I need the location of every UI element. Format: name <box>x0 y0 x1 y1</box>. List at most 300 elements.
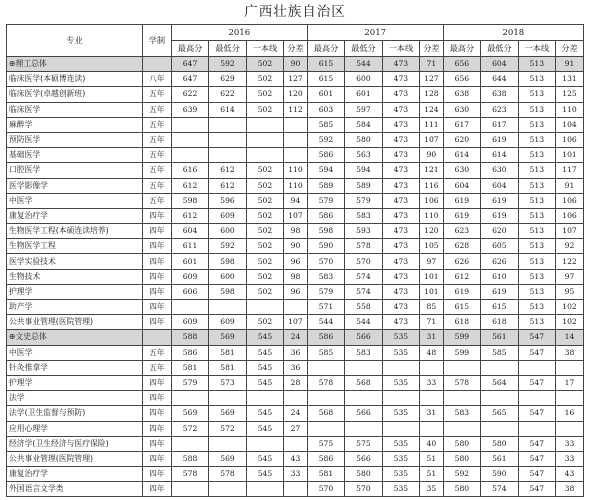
first-tier-line-cell: 502 <box>246 102 283 117</box>
header-year-2017: 2017 <box>307 25 443 41</box>
header-max: 最高分 <box>171 41 208 57</box>
max-score-cell: 638 <box>443 87 480 102</box>
max-score-cell <box>171 300 208 315</box>
max-score-cell: 606 <box>171 284 208 299</box>
max-score-cell <box>171 436 208 451</box>
first-tier-line-cell: 473 <box>382 132 419 147</box>
min-score-cell: 609 <box>209 315 246 330</box>
min-score-cell: 569 <box>209 451 246 466</box>
first-tier-line-cell: 513 <box>518 269 555 284</box>
first-tier-line-cell <box>382 360 419 375</box>
min-score-cell: 598 <box>209 284 246 299</box>
first-tier-line-cell <box>246 117 283 132</box>
first-tier-line-cell: 547 <box>518 330 555 345</box>
first-tier-line-cell: 502 <box>246 178 283 193</box>
score-diff-cell: 95 <box>556 284 584 299</box>
first-tier-line-cell: 473 <box>382 117 419 132</box>
max-score-cell: 589 <box>307 178 344 193</box>
header-max: 最高分 <box>443 41 480 57</box>
table-row <box>7 406 584 421</box>
first-tier-line-cell: 535 <box>382 467 419 482</box>
min-score-cell: 610 <box>481 269 518 284</box>
first-tier-line-cell: 535 <box>382 406 419 421</box>
duration-cell: 五年 <box>142 117 171 132</box>
max-score-cell <box>307 360 344 375</box>
min-score-cell: 574 <box>481 482 518 497</box>
max-score-cell: 579 <box>307 193 344 208</box>
first-tier-line-cell: 513 <box>518 117 555 132</box>
max-score-cell: 601 <box>307 87 344 102</box>
max-score-cell: 620 <box>443 132 480 147</box>
max-score-cell: 581 <box>171 360 208 375</box>
first-tier-line-cell: 535 <box>382 436 419 451</box>
min-score-cell: 570 <box>345 482 382 497</box>
max-score-cell: 609 <box>171 315 208 330</box>
max-score-cell: 570 <box>307 254 344 269</box>
first-tier-line-cell: 473 <box>382 315 419 330</box>
score-diff-cell: 98 <box>284 224 308 239</box>
max-score-cell: 615 <box>443 300 480 315</box>
score-diff-cell: 24 <box>284 330 308 345</box>
score-diff-cell: 102 <box>556 300 584 315</box>
duration-cell: 四年 <box>142 315 171 330</box>
first-tier-line-cell: 545 <box>246 330 283 345</box>
max-score-cell: 599 <box>443 345 480 360</box>
max-score-cell: 630 <box>443 102 480 117</box>
first-tier-line-cell: 473 <box>382 284 419 299</box>
score-diff-cell: 111 <box>420 117 444 132</box>
first-tier-line-cell: 502 <box>246 163 283 178</box>
table-row <box>7 391 584 406</box>
max-score-cell <box>443 360 480 375</box>
header-line: 一本线 <box>382 41 419 57</box>
major-name: 生物医学工程(本硕连读培养) <box>7 224 143 239</box>
duration-cell: 五年 <box>142 102 171 117</box>
table-row <box>7 72 584 87</box>
score-diff-cell: 24 <box>284 406 308 421</box>
duration-cell: 五年 <box>142 132 171 147</box>
max-score-cell <box>307 391 344 406</box>
table-row <box>7 178 584 193</box>
min-score-cell <box>345 391 382 406</box>
max-score-cell: 639 <box>171 102 208 117</box>
major-name: 应用心理学 <box>7 421 143 436</box>
first-tier-line-cell: 547 <box>518 451 555 466</box>
first-tier-line-cell: 502 <box>246 269 283 284</box>
score-diff-cell: 106 <box>556 193 584 208</box>
max-score-cell <box>171 132 208 147</box>
first-tier-line-cell: 513 <box>518 254 555 269</box>
min-score-cell: 575 <box>345 436 382 451</box>
score-diff-cell <box>420 391 444 406</box>
first-tier-line-cell: 535 <box>382 451 419 466</box>
first-tier-line-cell: 513 <box>518 300 555 315</box>
min-score-cell: 638 <box>481 87 518 102</box>
max-score-cell: 630 <box>443 163 480 178</box>
min-score-cell: 617 <box>481 117 518 132</box>
first-tier-line-cell: 545 <box>246 345 283 360</box>
score-diff-cell: 40 <box>420 436 444 451</box>
score-diff-cell: 127 <box>284 72 308 87</box>
score-diff-cell: 101 <box>420 284 444 299</box>
max-score-cell: 619 <box>443 208 480 223</box>
first-tier-line-cell: 473 <box>382 163 419 178</box>
first-tier-line-cell <box>246 482 283 497</box>
major-name: ⊕文史总体 <box>7 330 143 345</box>
scores-table <box>6 24 584 497</box>
min-score-cell <box>209 300 246 315</box>
min-score-cell: 622 <box>209 87 246 102</box>
major-name: 针灸推拿学 <box>7 360 143 375</box>
score-diff-cell: 110 <box>284 163 308 178</box>
min-score-cell: 581 <box>209 360 246 375</box>
major-name: ⊕理工总体 <box>7 57 143 72</box>
max-score-cell: 583 <box>443 406 480 421</box>
duration-cell: 四年 <box>142 269 171 284</box>
table-row <box>7 102 584 117</box>
table-row <box>7 117 584 132</box>
max-score-cell: 612 <box>443 269 480 284</box>
first-tier-line-cell: 502 <box>246 284 283 299</box>
table-row <box>7 254 584 269</box>
min-score-cell: 592 <box>209 57 246 72</box>
max-score-cell: 647 <box>171 72 208 87</box>
table-row <box>7 284 584 299</box>
score-diff-cell: 36 <box>284 360 308 375</box>
max-score-cell: 586 <box>307 330 344 345</box>
max-score-cell: 588 <box>171 330 208 345</box>
first-tier-line-cell <box>246 391 283 406</box>
score-diff-cell: 106 <box>420 193 444 208</box>
score-diff-cell: 94 <box>284 193 308 208</box>
min-score-cell: 623 <box>481 102 518 117</box>
first-tier-line-cell: 547 <box>518 467 555 482</box>
max-score-cell: 598 <box>171 193 208 208</box>
header-max: 最高分 <box>307 41 344 57</box>
first-tier-line-cell: 513 <box>518 178 555 193</box>
table-row <box>7 87 584 102</box>
score-diff-cell <box>420 360 444 375</box>
max-score-cell: 580 <box>443 436 480 451</box>
min-score-cell: 544 <box>345 57 382 72</box>
score-diff-cell: 112 <box>284 102 308 117</box>
first-tier-line-cell: 545 <box>246 467 283 482</box>
min-score-cell: 614 <box>209 102 246 117</box>
score-diff-cell: 120 <box>420 224 444 239</box>
header-year-2018: 2018 <box>443 25 583 41</box>
duration-cell: 四年 <box>142 300 171 315</box>
score-diff-cell: 97 <box>420 254 444 269</box>
max-score-cell: 583 <box>307 269 344 284</box>
table-row <box>7 451 584 466</box>
first-tier-line-cell: 513 <box>518 224 555 239</box>
min-score-cell: 578 <box>345 239 382 254</box>
duration-cell: 四年 <box>142 451 171 466</box>
table-row <box>7 269 584 284</box>
min-score-cell: 566 <box>345 406 382 421</box>
first-tier-line-cell <box>246 300 283 315</box>
header-min: 最低分 <box>209 41 246 57</box>
first-tier-line-cell: 502 <box>246 315 283 330</box>
score-diff-cell: 51 <box>420 451 444 466</box>
min-score-cell: 590 <box>481 467 518 482</box>
score-diff-cell: 14 <box>556 330 584 345</box>
first-tier-line-cell: 545 <box>246 375 283 390</box>
min-score-cell: 614 <box>481 148 518 163</box>
max-score-cell: 578 <box>443 375 480 390</box>
min-score-cell: 570 <box>345 254 382 269</box>
max-score-cell: 656 <box>443 72 480 87</box>
major-name: 医学影像学 <box>7 178 143 193</box>
score-diff-cell: 71 <box>420 315 444 330</box>
min-score-cell: 580 <box>345 467 382 482</box>
page-title: 广西壮族自治区 <box>244 4 346 20</box>
first-tier-line-cell: 547 <box>518 375 555 390</box>
first-tier-line-cell: 502 <box>246 208 283 223</box>
max-score-cell: 612 <box>171 178 208 193</box>
major-name: 法学 <box>7 391 143 406</box>
min-score-cell: 569 <box>209 406 246 421</box>
max-score-cell: 604 <box>171 224 208 239</box>
duration-cell: 四年 <box>142 421 171 436</box>
min-score-cell: 619 <box>481 208 518 223</box>
first-tier-line-cell: 502 <box>246 72 283 87</box>
duration-cell: 四年 <box>142 467 171 482</box>
score-diff-cell: 27 <box>284 421 308 436</box>
score-diff-cell: 120 <box>284 87 308 102</box>
score-diff-cell: 31 <box>420 406 444 421</box>
min-score-cell <box>209 132 246 147</box>
score-diff-cell: 17 <box>556 375 584 390</box>
score-diff-cell: 107 <box>420 132 444 147</box>
max-score-cell: 570 <box>307 482 344 497</box>
duration-cell: 四年 <box>142 224 171 239</box>
score-diff-cell: 116 <box>420 178 444 193</box>
max-score-cell: 611 <box>171 239 208 254</box>
score-diff-cell: 33 <box>556 436 584 451</box>
group-row <box>7 330 584 345</box>
min-score-cell: 561 <box>481 330 518 345</box>
max-score-cell: 619 <box>443 284 480 299</box>
min-score-cell: 584 <box>345 117 382 132</box>
max-score-cell: 581 <box>307 467 344 482</box>
duration-cell: 五年 <box>142 178 171 193</box>
table-row <box>7 482 584 497</box>
score-diff-cell: 71 <box>420 57 444 72</box>
min-score-cell: 605 <box>481 239 518 254</box>
first-tier-line-cell: 502 <box>246 87 283 102</box>
score-diff-cell: 110 <box>420 208 444 223</box>
first-tier-line-cell: 513 <box>518 87 555 102</box>
major-name: 生物医学工程 <box>7 239 143 254</box>
first-tier-line-cell: 473 <box>382 87 419 102</box>
max-score-cell: 585 <box>307 117 344 132</box>
score-diff-cell: 124 <box>420 102 444 117</box>
first-tier-line-cell: 513 <box>518 193 555 208</box>
max-score-cell: 623 <box>443 224 480 239</box>
min-score-cell: 544 <box>345 315 382 330</box>
major-name: 康复治疗学 <box>7 208 143 223</box>
major-name: 公共事业管理(医院管理) <box>7 451 143 466</box>
duration-cell: 四年 <box>142 208 171 223</box>
min-score-cell: 604 <box>481 57 518 72</box>
score-diff-cell: 43 <box>556 467 584 482</box>
max-score-cell: 628 <box>443 239 480 254</box>
major-name: 医学实验技术 <box>7 254 143 269</box>
score-diff-cell: 33 <box>284 467 308 482</box>
max-score-cell: 598 <box>307 224 344 239</box>
score-diff-cell <box>284 482 308 497</box>
min-score-cell: 583 <box>345 208 382 223</box>
max-score-cell: 647 <box>171 57 208 72</box>
score-diff-cell: 96 <box>284 284 308 299</box>
max-score-cell: 592 <box>307 132 344 147</box>
first-tier-line-cell: 513 <box>518 239 555 254</box>
max-score-cell: 594 <box>307 163 344 178</box>
major-name: 康复治疗学 <box>7 467 143 482</box>
score-diff-cell: 43 <box>284 451 308 466</box>
first-tier-line-cell: 502 <box>246 57 283 72</box>
duration-cell: 四年 <box>142 239 171 254</box>
max-score-cell: 586 <box>307 451 344 466</box>
table-body <box>7 57 584 497</box>
table-row <box>7 300 584 315</box>
score-diff-cell: 131 <box>556 72 584 87</box>
score-diff-cell <box>284 117 308 132</box>
min-score-cell: 619 <box>481 284 518 299</box>
duration-cell <box>142 57 171 72</box>
min-score-cell: 581 <box>209 345 246 360</box>
min-score-cell: 566 <box>345 451 382 466</box>
first-tier-line-cell: 547 <box>518 482 555 497</box>
first-tier-line-cell <box>518 391 555 406</box>
score-diff-cell: 91 <box>556 57 584 72</box>
max-score-cell: 588 <box>171 451 208 466</box>
major-name: 临床医学(卓越创新班) <box>7 87 143 102</box>
duration-cell: 五年 <box>142 87 171 102</box>
min-score-cell <box>345 421 382 436</box>
duration-cell: 五年 <box>142 360 171 375</box>
first-tier-line-cell: 473 <box>382 224 419 239</box>
first-tier-line-cell: 473 <box>382 72 419 87</box>
min-score-cell: 644 <box>481 72 518 87</box>
first-tier-line-cell <box>518 360 555 375</box>
min-score-cell: 580 <box>345 132 382 147</box>
max-score-cell: 585 <box>307 345 344 360</box>
score-diff-cell: 51 <box>420 467 444 482</box>
min-score-cell: 600 <box>209 224 246 239</box>
table-row <box>7 193 584 208</box>
min-score-cell: 579 <box>345 193 382 208</box>
max-score-cell: 614 <box>443 148 480 163</box>
max-score-cell: 586 <box>171 345 208 360</box>
duration-cell: 八年 <box>142 72 171 87</box>
score-diff-cell: 125 <box>556 87 584 102</box>
first-tier-line-cell <box>246 132 283 147</box>
max-score-cell: 616 <box>171 163 208 178</box>
table-row <box>7 208 584 223</box>
score-diff-cell <box>284 436 308 451</box>
score-diff-cell: 38 <box>556 345 584 360</box>
first-tier-line-cell: 513 <box>518 72 555 87</box>
score-diff-cell <box>556 391 584 406</box>
min-score-cell: 598 <box>209 254 246 269</box>
max-score-cell <box>443 421 480 436</box>
score-diff-cell: 16 <box>556 406 584 421</box>
min-score-cell: 558 <box>345 300 382 315</box>
max-score-cell: 580 <box>443 482 480 497</box>
max-score-cell <box>171 391 208 406</box>
score-diff-cell: 101 <box>556 148 584 163</box>
min-score-cell: 573 <box>209 375 246 390</box>
major-name: 经济学(卫生经济与医疗保险) <box>7 436 143 451</box>
min-score-cell: 585 <box>481 345 518 360</box>
max-score-cell <box>443 391 480 406</box>
min-score-cell <box>481 421 518 436</box>
duration-cell: 四年 <box>142 391 171 406</box>
header-duration: 学制 <box>142 25 171 57</box>
duration-cell: 四年 <box>142 375 171 390</box>
max-score-cell: 544 <box>307 315 344 330</box>
max-score-cell: 592 <box>443 467 480 482</box>
first-tier-line-cell: 535 <box>382 375 419 390</box>
min-score-cell <box>481 391 518 406</box>
min-score-cell: 600 <box>345 72 382 87</box>
major-name: 基础医学 <box>7 148 143 163</box>
min-score-cell: 566 <box>345 330 382 345</box>
score-diff-cell: 97 <box>556 269 584 284</box>
first-tier-line-cell: 513 <box>518 102 555 117</box>
score-diff-cell: 105 <box>420 239 444 254</box>
min-score-cell <box>481 360 518 375</box>
score-diff-cell: 91 <box>556 178 584 193</box>
table-row <box>7 315 584 330</box>
header-line: 一本线 <box>246 41 283 57</box>
min-score-cell: 619 <box>481 132 518 147</box>
score-diff-cell: 36 <box>284 345 308 360</box>
major-name: 生物技术 <box>7 269 143 284</box>
min-score-cell: 629 <box>209 72 246 87</box>
first-tier-line-cell: 513 <box>518 163 555 178</box>
major-name: 口腔医学 <box>7 163 143 178</box>
major-name: 预防医学 <box>7 132 143 147</box>
first-tier-line-cell: 547 <box>518 406 555 421</box>
first-tier-line-cell: 547 <box>518 436 555 451</box>
min-score-cell: 568 <box>345 375 382 390</box>
min-score-cell: 583 <box>345 345 382 360</box>
first-tier-line-cell: 473 <box>382 102 419 117</box>
first-tier-line-cell: 502 <box>246 254 283 269</box>
min-score-cell: 615 <box>481 300 518 315</box>
min-score-cell <box>209 117 246 132</box>
max-score-cell: 612 <box>171 208 208 223</box>
first-tier-line-cell: 545 <box>246 360 283 375</box>
max-score-cell <box>171 117 208 132</box>
score-diff-cell: 28 <box>284 375 308 390</box>
duration-cell: 四年 <box>142 482 171 497</box>
score-diff-cell <box>284 148 308 163</box>
min-score-cell: 612 <box>209 163 246 178</box>
duration-cell: 五年 <box>142 193 171 208</box>
first-tier-line-cell: 535 <box>382 345 419 360</box>
min-score-cell: 596 <box>209 193 246 208</box>
score-diff-cell: 110 <box>284 178 308 193</box>
min-score-cell: 565 <box>481 406 518 421</box>
first-tier-line-cell: 535 <box>382 330 419 345</box>
min-score-cell: 578 <box>209 467 246 482</box>
table-row <box>7 163 584 178</box>
table-row <box>7 436 584 451</box>
